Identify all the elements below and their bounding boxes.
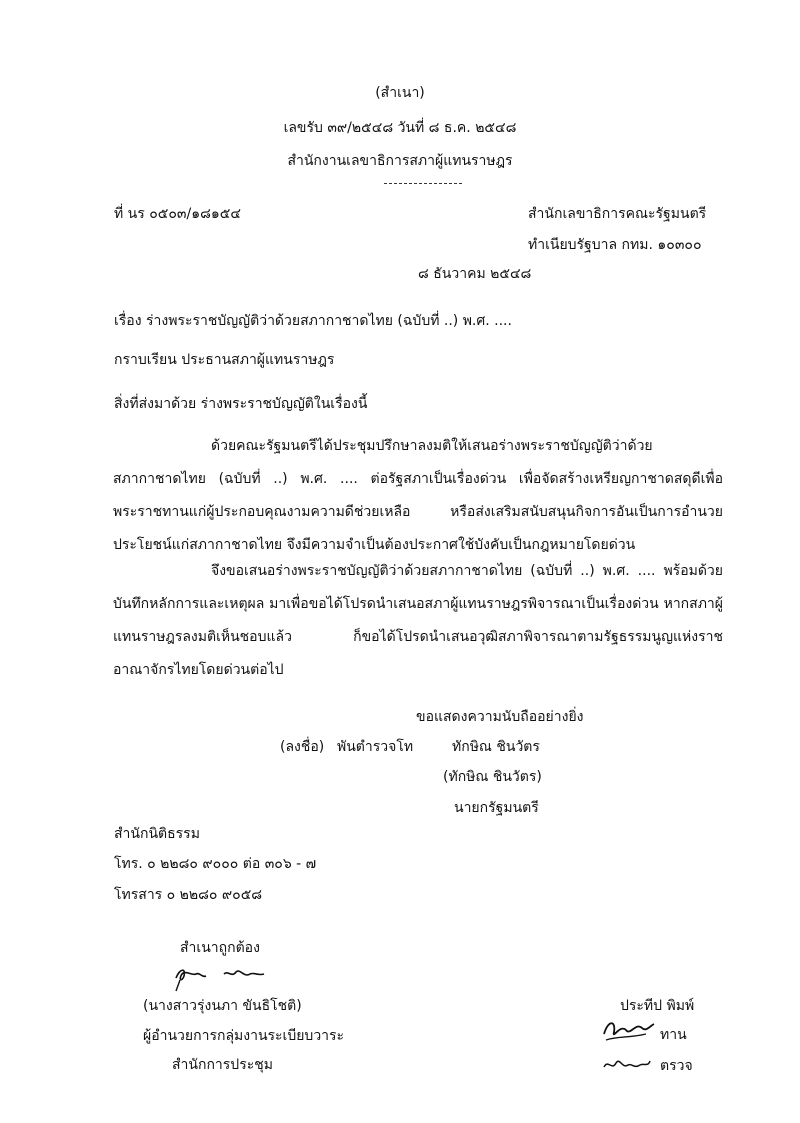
signer-rank: พันตำรวจโท xyxy=(337,739,414,755)
enclosure-line: สิ่งที่ส่งมาด้วย ร่างพระราชบัญญัติในเรื่องนี้ xyxy=(114,396,368,412)
typed-label: ทาน xyxy=(660,1027,687,1043)
phone-number: โทร. ๐ ๒๒๘๐ ๙๐๐๐ ต่อ ๓๐๖ - ๗ xyxy=(114,856,317,872)
certifier-office: สำนักการประชุม xyxy=(172,1057,273,1073)
body-paragraph-2: จึงขอเสนอร่างพระราชบัญญัติว่าด้วยสภากาชาดไทย (ฉบับที่ ..) พ.ศ. .... พร้อมด้วยบันทึกหลักการและเหตุผล มาเพื่อขอได้โปรดนำเสนอสภาผู้แทนราษฎรพิจารณาเป็นเรื่องด่วน หากสภาผู้แทนราษฎรลงมติเห็นชอบแล้ว ก็ขอได้โปรดนำเสนอวุฒิสภาพิจารณาตามรัฐธรรมนูญแห่งราชอาณาจักรไทยโดยด่วนต่อไป xyxy=(113,563,723,678)
certifier-signature xyxy=(170,960,270,992)
certified-copy-label: สำเนาถูกต้อง xyxy=(180,940,260,956)
sender-office: สำนักเลขาธิการคณะรัฐมนตรี xyxy=(528,206,707,222)
copy-label: (สำเนา) xyxy=(375,85,425,101)
checker-initials xyxy=(602,1053,652,1075)
header-separator xyxy=(384,183,462,184)
receipt-line: เลขรับ ๓๙/๒๕๔๘ วันที่ ๘ ธ.ค. ๒๕๔๘ xyxy=(283,120,517,136)
typist-name: ประทีป พิมพ์ xyxy=(620,998,695,1014)
signer-title: นายกรัฐมนตรี xyxy=(454,800,539,816)
checked-label: ตรวจ xyxy=(660,1058,693,1074)
office-line: สำนักงานเลขาธิการสภาผู้แทนราษฎร xyxy=(287,153,513,169)
signer-name: ทักษิณ ชินวัตร xyxy=(452,739,540,755)
salutation: กราบเรียน ประธานสภาผู้แทนราษฎร xyxy=(114,352,335,368)
reference-number: ที่ นร ๐๕๐๓/๑๘๑๕๔ xyxy=(114,206,241,222)
signer-name-parenthesized: (ทักษิณ ชินวัตร) xyxy=(443,769,542,785)
certifier-title: ผู้อำนวยการกลุ่มงานระเบียบวาระ xyxy=(143,1028,345,1044)
letter-date: ๘ ธันวาคม ๒๕๔๘ xyxy=(418,266,532,282)
certifier-name: (นางสาวรุ่งนภา ขันธิโชติ) xyxy=(143,998,302,1014)
body-paragraph-1: ด้วยคณะรัฐมนตรีได้ประชุมปรึกษาลงมติให้เสนอร่างพระราชบัญญัติว่าด้วยสภากาชาดไทย (ฉบับที่ ..) พ.ศ. .... ต่อรัฐสภาเป็นเรื่องด่วน เพื่อจัดสร้างเหรียญกาชาดสดุดีเพื่อพระราชทานแก่ผู้ประกอบคุณงามความดีช่วยเหลือ หรือส่งเสริมสนับสนุนกิจการอันเป็นการอำนวยประโยชน์แก่สภากาชาดไทย จึงมีความจำเป็นต้องประกาศใช้บังคับเป็นกฎหมายโดยด่วน xyxy=(113,438,723,553)
department-name: สำนักนิติธรรม xyxy=(114,826,200,842)
proofreader-signature xyxy=(600,1014,656,1046)
signed-label: (ลงชื่อ) xyxy=(280,739,325,755)
fax-number: โทรสาร ๐ ๒๒๘๐ ๙๐๕๘ xyxy=(114,887,263,903)
complimentary-close: ขอแสดงความนับถืออย่างยิ่ง xyxy=(416,709,584,725)
sender-address: ทำเนียบรัฐบาล กทม. ๑๐๓๐๐ xyxy=(528,237,702,253)
subject-line: เรื่อง ร่างพระราชบัญญัติว่าด้วยสภากาชาดไทย (ฉบับที่ ..) พ.ศ. .... xyxy=(114,313,512,329)
